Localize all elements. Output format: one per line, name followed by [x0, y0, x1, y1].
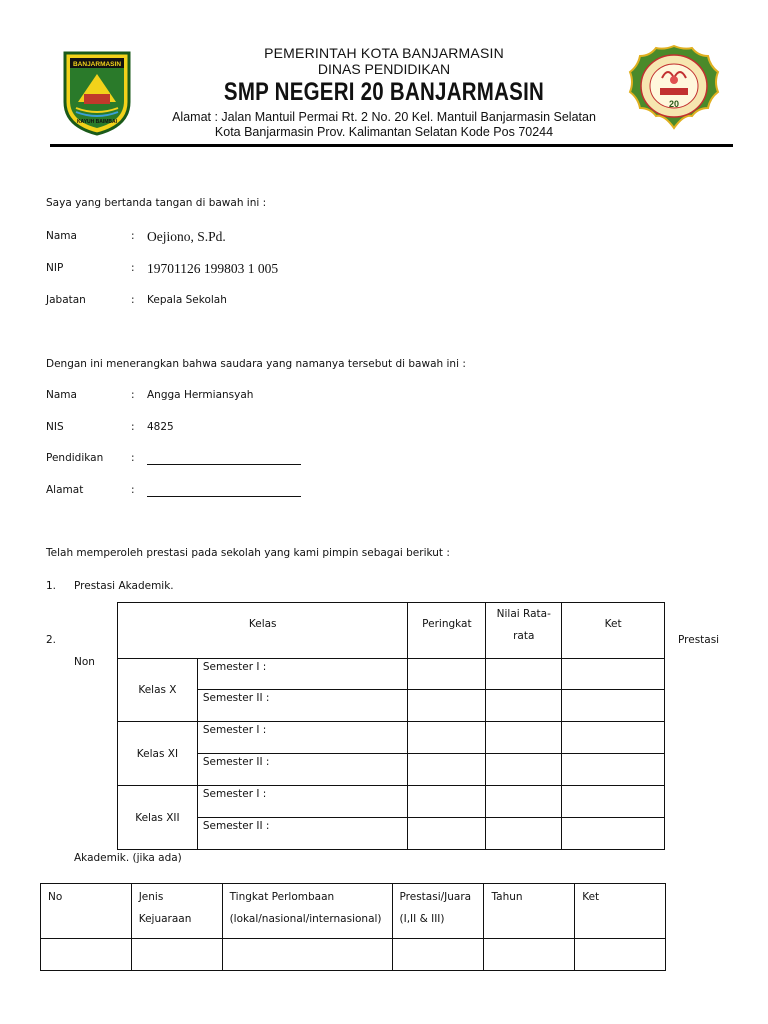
empty-cell[interactable] [575, 939, 666, 971]
header-jenis [131, 884, 222, 939]
signer-name-value: Oejiono, S.Pd. [147, 229, 226, 244]
empty-cell[interactable] [486, 754, 562, 786]
signer-intro: Saya yang bertanda tangan di bawah ini : [46, 197, 267, 209]
semester-cell: Semester I : [197, 659, 408, 690]
letterhead-government: PEMERINTAH KOTA BANJARMASIN [264, 45, 504, 61]
header-line: Prestasi/Juara [399, 891, 472, 903]
letterhead-address-line2: Kota Banjarmasin Prov. Kalimantan Selatan Kode Pos 70244 [214, 125, 554, 139]
semester-cell: Semester I : [197, 722, 408, 754]
colon: : [131, 389, 135, 401]
svg-text:KAYUH BAIMBAI: KAYUH BAIMBAI [76, 119, 118, 125]
header-line: Ket [582, 891, 600, 903]
student-address-blank[interactable] [147, 485, 301, 497]
section2-number: 2. [46, 634, 57, 646]
empty-cell[interactable] [562, 690, 665, 722]
school-seal-icon [628, 44, 720, 130]
section2-title-left: Non [74, 656, 95, 668]
empty-cell[interactable] [486, 659, 562, 690]
header-nilai-line2: rata [513, 630, 535, 642]
table-header-row [41, 884, 666, 939]
colon: : [131, 484, 135, 496]
kelas-cell: Kelas X [118, 659, 198, 722]
signer-position-label: Jabatan [46, 294, 86, 306]
empty-cell[interactable] [392, 939, 484, 971]
empty-cell[interactable] [408, 659, 486, 690]
colon: : [131, 294, 135, 306]
letterhead-department: DINAS PENDIDIKAN [317, 61, 451, 77]
header-line: No [48, 891, 63, 903]
section2-title-continued: Akademik. (jika ada) [74, 852, 182, 864]
empty-cell[interactable] [486, 818, 562, 850]
table-row [118, 690, 665, 722]
header-nilai [486, 603, 562, 659]
student-address-label: Alamat [46, 484, 84, 496]
student-education-blank[interactable] [147, 453, 301, 465]
header-ket: Ket [562, 603, 665, 659]
header-no [41, 884, 132, 939]
header-prestasi [392, 884, 484, 939]
kelas-cell: Kelas XII [118, 786, 198, 850]
header-nilai-line1: Nilai Rata- [496, 608, 551, 620]
empty-cell[interactable] [131, 939, 222, 971]
section1-title: Prestasi Akademik. [74, 580, 174, 592]
kelas-cell: Kelas XI [118, 722, 198, 786]
achievement-intro: Telah memperoleh prestasi pada sekolah yang kami pimpin sebagai berikut : [46, 547, 450, 559]
colon: : [131, 452, 135, 464]
letterhead-address-line1: Alamat : Jalan Mantuil Permai Rt. 2 No. 20 Kel. Mantuil Banjarmasin Selatan [172, 110, 596, 124]
semester-cell: Semester II : [197, 818, 408, 850]
semester-cell: Semester II : [197, 690, 408, 722]
section2-title-right: Prestasi [678, 634, 720, 646]
svg-text:BANJARMASIN: BANJARMASIN [72, 61, 122, 68]
empty-cell[interactable] [408, 722, 486, 754]
header-ket [575, 884, 666, 939]
header-line: (lokal/nasional/internasional) [229, 913, 382, 925]
empty-cell[interactable] [562, 786, 665, 818]
section1-number: 1. [46, 580, 57, 592]
semester-cell: Semester I : [197, 786, 408, 818]
signer-nip-value: 19701126 199803 1 005 [147, 261, 279, 276]
semester-cell: Semester II : [197, 754, 408, 786]
table-row [118, 659, 665, 690]
header-line: (I,II & III) [399, 913, 445, 925]
empty-cell[interactable] [41, 939, 132, 971]
signer-position-value: Kepala Sekolah [147, 294, 227, 306]
table-header-row [118, 603, 665, 659]
empty-cell[interactable] [562, 659, 665, 690]
colon: : [131, 421, 135, 433]
nonacademic-achievement-table [40, 883, 666, 971]
table-row [118, 754, 665, 786]
student-intro: Dengan ini menerangkan bahwa saudara yang namanya tersebut di bawah ini : [46, 358, 466, 370]
empty-cell[interactable] [486, 722, 562, 754]
empty-cell[interactable] [408, 754, 486, 786]
header-line: Kejuaraan [138, 913, 192, 925]
empty-cell[interactable] [484, 939, 575, 971]
empty-cell[interactable] [408, 786, 486, 818]
header-line: Tingkat Perlombaan [229, 891, 335, 903]
empty-cell[interactable] [486, 690, 562, 722]
empty-cell[interactable] [222, 939, 392, 971]
table-row [41, 939, 666, 971]
header-tingkat [222, 884, 392, 939]
table-row [118, 818, 665, 850]
table-row [118, 786, 665, 818]
empty-cell[interactable] [562, 722, 665, 754]
banjarmasin-city-crest-icon [62, 50, 132, 136]
student-name-label: Nama [46, 389, 77, 401]
student-nis-value: 4825 [147, 421, 174, 433]
header-line: Tahun [491, 891, 523, 903]
letterhead-school-name: SMP NEGERI 20 BANJARMASIN [223, 78, 545, 106]
letterhead-divider [50, 144, 733, 147]
empty-cell[interactable] [486, 786, 562, 818]
table-row [118, 722, 665, 754]
student-education-label: Pendidikan [46, 452, 104, 464]
header-peringkat: Peringkat [408, 603, 486, 659]
empty-cell[interactable] [408, 818, 486, 850]
signer-name-label: Nama [46, 230, 77, 242]
header-kelas: Kelas [118, 603, 408, 659]
svg-text:20: 20 [668, 99, 680, 109]
empty-cell[interactable] [562, 754, 665, 786]
empty-cell[interactable] [562, 818, 665, 850]
academic-achievement-table [117, 602, 665, 850]
colon: : [131, 262, 135, 274]
colon: : [131, 230, 135, 242]
signer-nip-label: NIP [46, 262, 64, 274]
header-tahun [484, 884, 575, 939]
student-name-value: Angga Hermiansyah [147, 389, 254, 401]
empty-cell[interactable] [408, 690, 486, 722]
student-nis-label: NIS [46, 421, 64, 433]
header-line: Jenis [138, 891, 164, 903]
